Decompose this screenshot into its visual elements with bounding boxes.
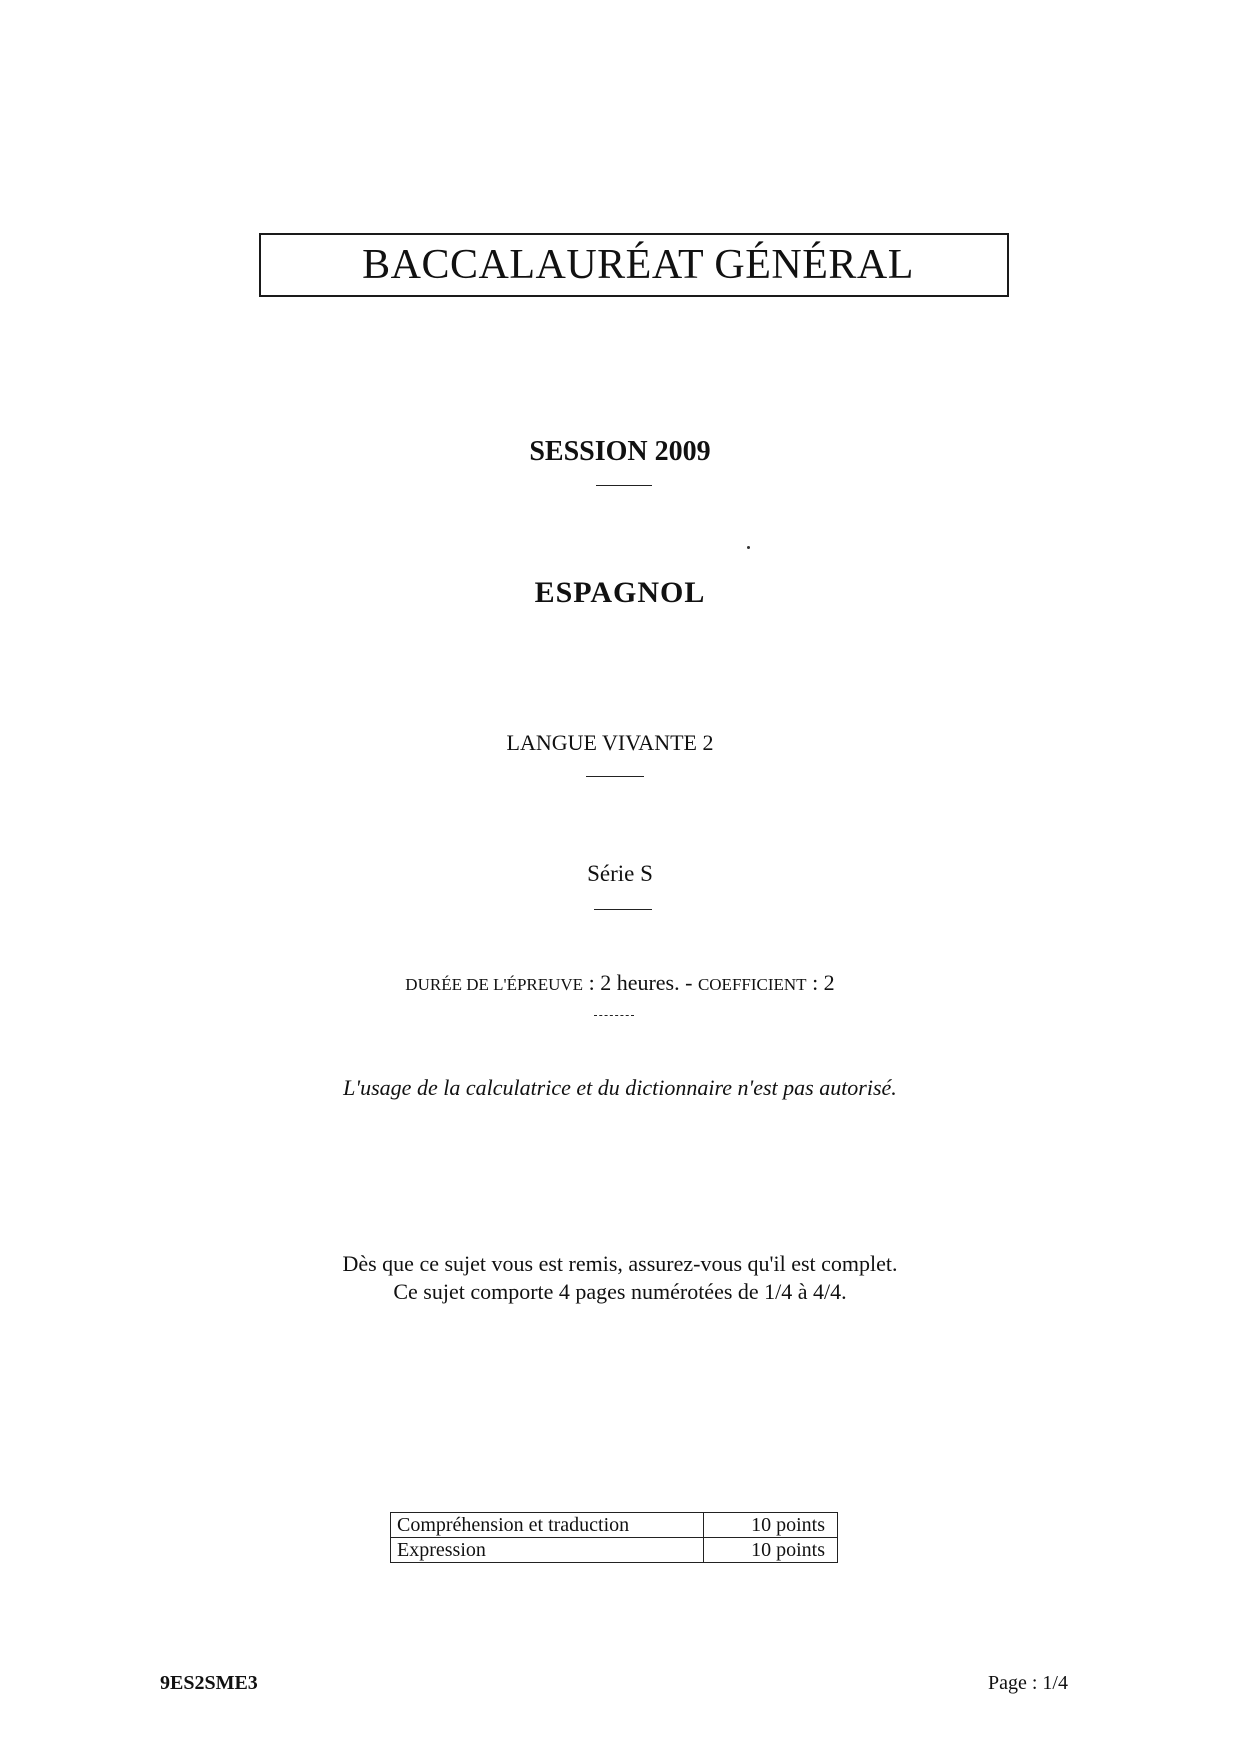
title-box	[259, 233, 1009, 297]
subject-title: ESPAGNOL	[534, 576, 706, 609]
instruction-line-1: Dès que ce sujet vous est remis, assurez-vous qu'il est complet.	[342, 1251, 898, 1276]
language-level: LANGUE VIVANTE 2	[506, 730, 714, 755]
exam-code: 9ES2SME3	[160, 1672, 258, 1694]
section-cell: Compréhension et traduction	[391, 1513, 704, 1538]
coefficient-label: COEFFICIENT	[697, 975, 807, 994]
duration-line	[300, 970, 940, 996]
page-number: Page : 1/4	[988, 1672, 1068, 1694]
table-row	[391, 1538, 838, 1563]
duration-value: : 2 heures. -	[583, 970, 698, 995]
divider	[596, 485, 652, 486]
instructions	[250, 1250, 990, 1306]
duration-label: DURÉE DE L'ÉPREUVE	[405, 975, 584, 994]
points-cell: 10 points	[704, 1538, 838, 1563]
calculator-notice: L'usage de la calculatrice et du dictionnaire n'est pas autorisé.	[343, 1075, 897, 1100]
divider	[594, 1015, 634, 1016]
scan-speck	[747, 546, 750, 549]
instruction-line-2: Ce sujet comporte 4 pages numérotées de 1/4 à 4/4.	[393, 1279, 847, 1304]
grading-table	[390, 1512, 838, 1563]
series-label: Série S	[587, 861, 653, 886]
coefficient-value: : 2	[806, 970, 835, 995]
divider	[594, 909, 652, 910]
section-cell: Expression	[391, 1538, 704, 1563]
divider	[586, 776, 644, 777]
points-cell: 10 points	[704, 1513, 838, 1538]
exam-title: BACCALAURÉAT GÉNÉRAL	[362, 242, 914, 288]
session-year: SESSION 2009	[529, 436, 711, 467]
table-row	[391, 1513, 838, 1538]
